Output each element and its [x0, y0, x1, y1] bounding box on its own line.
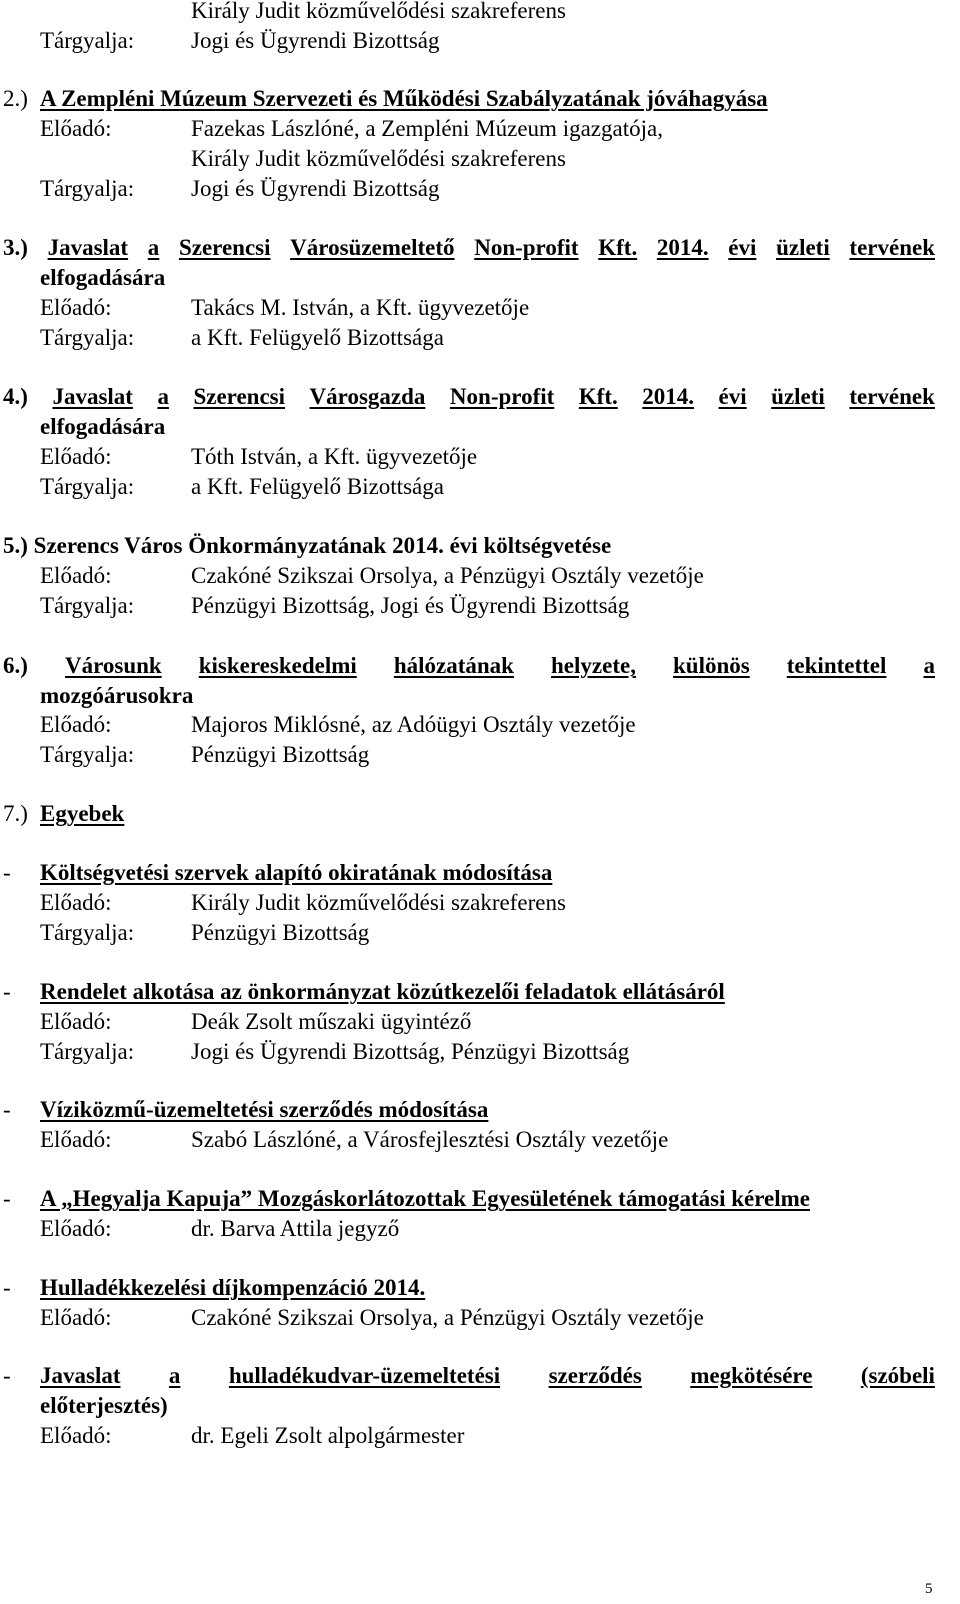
targyalja-label: Tárgyalja:: [40, 1039, 135, 1064]
eloado-value: Deák Zsolt műszaki ügyintéző: [191, 1009, 472, 1034]
targyalja-value: Jogi és Ügyrendi Bizottság: [191, 28, 440, 53]
sub-item-title: Rendelet alkotása az önkormányzat közútkezelői feladatok ellátásáról: [40, 979, 725, 1004]
targyalja-value: Pénzügyi Bizottság, Jogi és Ügyrendi Bizottság: [191, 593, 630, 618]
eloado-label: Előadó:: [40, 712, 112, 737]
sub-item-title: Javaslat a hulladékudvar-üzemeltetési szerződés megkötésére (szóbeli: [40, 1363, 935, 1388]
eloado-value-line2: Király Judit közművelődési szakreferens: [191, 146, 566, 171]
eloado-value: Tóth István, a Kft. ügyvezetője: [191, 444, 478, 469]
targyalja-label: Tárgyalja:: [40, 742, 135, 767]
eloado-value: Takács M. István, a Kft. ügyvezetője: [191, 295, 530, 320]
sub-item-title-line2: előterjesztés): [40, 1393, 168, 1418]
dash-bullet: -: [3, 1275, 11, 1300]
eloado-value: Szabó Lászlóné, a Városfejlesztési Osztály vezetője: [191, 1127, 669, 1152]
targyalja-label: Tárgyalja:: [40, 325, 135, 350]
targyalja-value: Pénzügyi Bizottság: [191, 920, 370, 945]
targyalja-label: Tárgyalja:: [40, 593, 135, 618]
agenda-item-title: 4.) Javaslat a Szerencsi Városgazda Non-profit Kft. 2014. évi üzleti tervének: [3, 384, 935, 409]
dash-bullet: -: [3, 1186, 11, 1211]
sub-item-title: Költségvetési szervek alapító okiratának módosítása: [40, 860, 553, 885]
sub-item-title: A „Hegyalja Kapuja” Mozgáskorlátozottak Egyesületének támogatási kérelme: [40, 1186, 810, 1211]
agenda-item-title-line2: elfogadására: [40, 414, 166, 439]
dash-bullet: -: [3, 1363, 11, 1388]
agenda-item-title-line2: elfogadására: [40, 265, 166, 290]
dash-bullet: -: [3, 860, 11, 885]
targyalja-value: Pénzügyi Bizottság: [191, 742, 370, 767]
eloado-value: Majoros Miklósné, az Adóügyi Osztály vezetője: [191, 712, 636, 737]
sub-item-title: Víziközmű-üzemeltetési szerződés módosítása: [40, 1097, 489, 1122]
targyalja-label: Tárgyalja:: [40, 176, 135, 201]
eloado-value: Czakóné Szikszai Orsolya, a Pénzügyi Osztály vezetője: [191, 563, 704, 588]
presenter-continuation: Király Judit közművelődési szakreferens: [191, 0, 566, 23]
agenda-item-title: A Zempléni Múzeum Szervezeti és Működési Szabályzatának jóváhagyása: [40, 86, 768, 111]
targyalja-value: a Kft. Felügyelő Bizottsága: [191, 325, 444, 350]
agenda-item-title-line2: mozgóárusokra: [40, 683, 194, 708]
targyalja-label: Tárgyalja:: [40, 474, 135, 499]
agenda-item-number: 7.): [3, 801, 28, 826]
agenda-item-title: 6.) Városunk kiskereskedelmi hálózatának helyzete, különös tekintettel a: [3, 653, 935, 678]
sub-item-title: Hulladékkezelési díjkompenzáció 2014.: [40, 1275, 426, 1300]
dash-bullet: -: [3, 979, 11, 1004]
dash-bullet: -: [3, 1097, 11, 1122]
agenda-item-title: 5.) Szerencs Város Önkormányzatának 2014. évi költségvetése: [3, 533, 612, 558]
targyalja-label: Tárgyalja:: [40, 920, 135, 945]
eloado-label: Előadó:: [40, 1009, 112, 1034]
eloado-label: Előadó:: [40, 1423, 112, 1448]
eloado-value: Fazekas Lászlóné, a Zempléni Múzeum igazgatója,: [191, 116, 663, 141]
eloado-value: dr. Egeli Zsolt alpolgármester: [191, 1423, 465, 1448]
eloado-label: Előadó:: [40, 563, 112, 588]
targyalja-label: Tárgyalja:: [40, 28, 135, 53]
eloado-label: Előadó:: [40, 295, 112, 320]
eloado-value: Király Judit közművelődési szakreferens: [191, 890, 566, 915]
eloado-label: Előadó:: [40, 890, 112, 915]
eloado-value: Czakóné Szikszai Orsolya, a Pénzügyi Osztály vezetője: [191, 1305, 704, 1330]
eloado-label: Előadó:: [40, 1216, 112, 1241]
agenda-item-title: 3.) Javaslat a Szerencsi Városüzemeltető Non-profit Kft. 2014. évi üzleti tervének: [3, 235, 935, 260]
targyalja-value: a Kft. Felügyelő Bizottsága: [191, 474, 444, 499]
page-number: 5: [925, 1581, 933, 1597]
targyalja-value: Jogi és Ügyrendi Bizottság: [191, 176, 440, 201]
eloado-label: Előadó:: [40, 444, 112, 469]
agenda-item-title: Egyebek: [40, 801, 125, 826]
targyalja-value: Jogi és Ügyrendi Bizottság, Pénzügyi Bizottság: [191, 1039, 630, 1064]
eloado-label: Előadó:: [40, 116, 112, 141]
eloado-label: Előadó:: [40, 1127, 112, 1152]
eloado-value: dr. Barva Attila jegyző: [191, 1216, 400, 1241]
agenda-item-number: 2.): [3, 86, 28, 111]
eloado-label: Előadó:: [40, 1305, 112, 1330]
